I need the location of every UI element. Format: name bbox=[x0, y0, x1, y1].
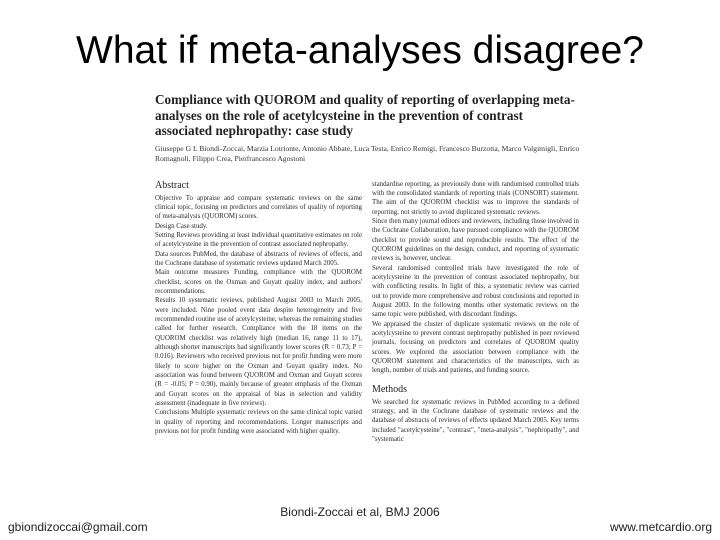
footer-website: www.metcardio.org bbox=[609, 520, 712, 534]
abstract-paragraph: Results 10 systematic reviews, published August 2003 to March 2005, were included. Nine pooled event data despite heterogeneity and five recommended routine use of acetylcysteine, whereas the remaining studies called for further research. Compliance with the 18 items on the QUOROM checklist was relatively high (median 16, range 11 to 17), although shorter manuscripts had significantly lower scores (R = 0.73; P = 0.016). Reviewers who received previous not for profit funding were more likely to score higher on the Oxman and Guyatt quality index. No association was found between QUOROM and Oxman and Guyatt scores (R = -0.05; P = 0.90), mainly because of greater emphasis of the Oxman and Guyatt scores on the appraisal of bias in selection and validity assessment (inadequate in five reviews). bbox=[155, 297, 362, 408]
citation-caption: Biondi-Zoccai et al, BMJ 2006 bbox=[280, 505, 440, 519]
abstract-paragraph: Data sources PubMed, the database of abstracts of reviews of effects, and the Cochrane database of systematic reviews updated March 2005. bbox=[155, 250, 362, 267]
abstract-paragraph: Setting Reviews providing at least individual quantitative estimates on role of acetylcysteine in the prevention of contrast associated nephropathy. bbox=[155, 231, 362, 249]
paper-authors: Giuseppe G L Biondi-Zoccai, Marzia Lotrionte, Antonio Abbate, Luca Testa, Enrico Remigi, Francesco Burzotta, Marco Valgimigli, Enrico Romagnoli, Filippo Crea, Pierfrancesco Agostoni bbox=[155, 143, 580, 163]
abstract-paragraph: Main outcome measures Funding, compliance with the QUOROM checklist, scores on the Oxman and Guyatt quality index, and authors' recommendations. bbox=[155, 269, 362, 295]
body-paragraph: standardise reporting, as previously done with randomised controlled trials with the consolidated standards of reporting trials (CONSORT) statement. The aim of the QUOROM checklist was to improve the standards of reporting, not strictly to avoid duplicated systematic reviews. bbox=[372, 180, 579, 216]
body-column bbox=[372, 180, 579, 445]
methods-heading: Methods bbox=[372, 383, 407, 395]
abstract-paragraph: Design Case study. bbox=[155, 222, 208, 230]
abstract-heading: Abstract bbox=[155, 179, 189, 191]
body-paragraph: Several randomised controlled trials have investigated the role of acetylcysteine in the prevention of contrast associated nephropathy, but with conflicting results. In light of this, a systematic review was carried out to provide more comprehensive and robust conclusions and reported in August 2003. In the following months other systematic reviews on the same topic were published, with discordant findings. bbox=[372, 264, 579, 319]
slide-title: What if meta-analyses disagree? bbox=[76, 29, 644, 72]
paper-excerpt bbox=[155, 92, 580, 490]
paper-columns bbox=[155, 180, 580, 445]
abstract-paragraph: Objective To appraise and compare systematic reviews on the same clinical topic, focusing on predictors and correlates of quality of reporting of meta-analysis (QUOROM) scores. bbox=[155, 194, 362, 221]
abstract-column bbox=[155, 180, 362, 445]
body-paragraph: We appraised the cluster of duplicate systematic reviews on the role of acetylcysteine to prevent contrast nephropathy published in peer reviewed journals, focusing on predictors and correlates of QUOROM quality scores. We explored the association between compliance with the QUOROM statement and characteristics of the manuscripts, such as length, number of trials and patients, and funding source. bbox=[372, 320, 579, 375]
body-paragraph: Since then many journal editors and reviewers, including those involved in the Cochrane Collaboration, have pursued compliance with the QUOROM checklist to provide sound and reproducible results. The effect of the QUOROM guidelines on the design, conduct, and reporting of systematic reviews is, however, unclear. bbox=[372, 217, 579, 263]
methods-paragraph: We searched for systematic reviews in PubMed according to a defined strategy, and in the Cochrane database of systematic reviews and the database of abstracts of reviews of effects updated March 2005. Key terms included "acetylcysteine", "contrast", "meta-analysis", "nephropathy", and "systematic bbox=[372, 398, 579, 444]
abstract-paragraph: Conclusions Multiple systematic reviews on the same clinical topic varied in quality of reporting and recommendations. Longer manuscripts and previous not for profit funding were associated with higher quality. bbox=[155, 409, 362, 436]
paper-title: Compliance with QUOROM and quality of reporting of overlapping meta-analyses on the role of acetylcysteine in the prevention of contrast associated nephropathy: case study bbox=[155, 92, 575, 138]
footer-email: gbiondizoccai@gmail.com bbox=[8, 520, 148, 534]
